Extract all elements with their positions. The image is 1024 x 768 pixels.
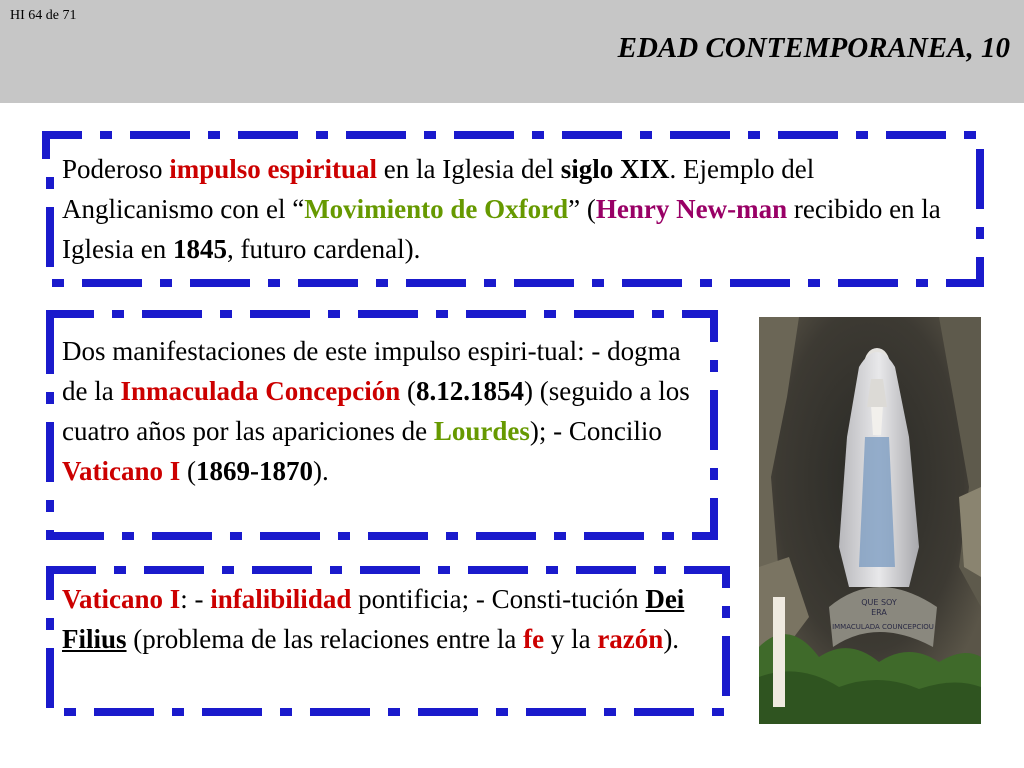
slide-title: EDAD CONTEMPORANEA, 10 [617,32,1010,64]
text-box-manifestaciones [46,310,718,540]
virgin-statue-icon [759,317,981,724]
svg-text:ERA: ERA [871,608,887,617]
slide-number: HI 64 de 71 [10,8,77,23]
paragraph-vaticano: Vaticano I: - infalibilidad pontificia; - Consti-tución Dei Filius (problema de las relaciones entre la fe y la razón). [62,584,685,654]
paragraph-manifestaciones: Dos manifestaciones de este impulso espiri-tual: - dogma de la Inmaculada Concepción (8.12.1854) (seguido a los cuatro años por las apariciones de Lourdes); - Concilio Vaticano I (1869-1870). [62,336,690,486]
svg-text:QUE SOY: QUE SOY [861,598,897,607]
lourdes-grotto-photo [759,317,981,724]
text-box-vaticano [46,566,730,716]
svg-text:IMMACULADA COUNCEPCIOU: IMMACULADA COUNCEPCIOU [832,623,934,631]
text-box-impulso [46,131,984,287]
slide-header [0,0,1024,103]
paragraph-impulso: Poderoso impulso espiritual en la Iglesia del siglo XIX. Ejemplo del Anglicanismo con el “Movimiento de Oxford” (Henry New-man recibido en la Iglesia en 1845, futuro cardenal). [62,154,941,264]
